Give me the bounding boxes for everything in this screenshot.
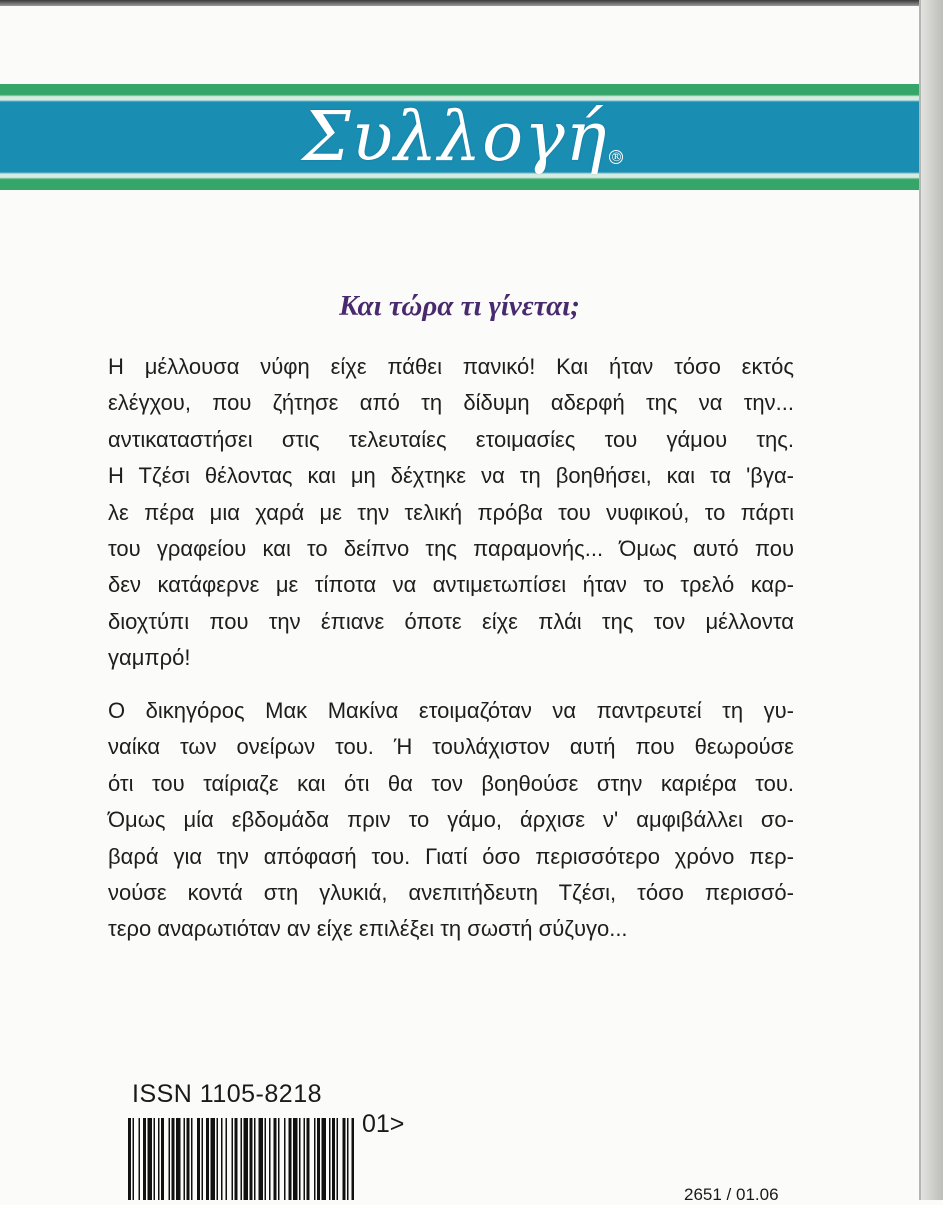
barcode-bar xyxy=(128,1118,131,1200)
barcode-bar xyxy=(169,1118,171,1200)
text-line: Η Τζέσι θέλοντας και μη δέχτηκε να τη βοηθήσει, και τα 'βγα- xyxy=(108,463,794,489)
barcode-bar xyxy=(265,1118,267,1200)
barcode-bar xyxy=(317,1118,320,1200)
text-line: λε πέρα μια χαρά με την τελική πρόβα του νυφικού, το πάρτι xyxy=(108,499,794,525)
barcode-bar xyxy=(244,1118,249,1200)
text-line: του γραφείου και το δείπνο της παραμονής... Όμως αυτό που xyxy=(108,536,794,562)
barcode-bar xyxy=(202,1118,204,1200)
text-line: Όμως μία εβδομάδα πριν το γάμο, άρχισε ν' αμφιβάλλει σο- xyxy=(108,807,794,833)
barcode-bar xyxy=(347,1118,349,1200)
text-line: ναίκα των ονείρων του. Ή τουλάχιστον αυτή που θεωρούσε xyxy=(108,734,794,760)
text-line: νούσε κοντά στη γλυκιά, ανεπιτήδευτη Τζέσι, τόσο περισσό- xyxy=(108,880,794,906)
barcode-bar xyxy=(314,1118,316,1200)
text-line: δεν κατάφερνε με τίποτα να αντιμετωπίσει ήταν το τρελό καρ- xyxy=(108,572,794,598)
barcode-bar xyxy=(307,1118,310,1200)
barcode-bar xyxy=(329,1118,331,1200)
barcode-bar xyxy=(154,1118,156,1200)
barcode-addon-number: 01> xyxy=(362,1110,405,1138)
barcode-bar xyxy=(191,1118,193,1200)
barcode-bar xyxy=(278,1118,280,1200)
barcode-bar xyxy=(254,1118,256,1200)
text-line: ελέγχου, που ζήτησε από τη δίδυμη αδερφή της να την... xyxy=(108,390,794,416)
barcode-bar xyxy=(343,1118,346,1200)
barcode-bar xyxy=(322,1118,327,1200)
barcode-bar xyxy=(299,1118,301,1200)
scan-top-edge xyxy=(0,0,943,6)
barcode-bar xyxy=(235,1118,238,1200)
text-line: γαμπρό! xyxy=(108,645,191,671)
barcode-bar xyxy=(221,1118,223,1200)
brand-logo xyxy=(302,90,624,185)
text-line: βαρά για την απόφασή του. Γιατί όσο περισσότερο χρόνο περ- xyxy=(108,843,794,869)
book-spine-edge xyxy=(919,0,943,1200)
barcode-bar xyxy=(269,1118,271,1200)
barcode-bar xyxy=(274,1118,277,1200)
barcode-bar xyxy=(197,1118,200,1200)
barcode-bar xyxy=(293,1118,298,1200)
text-line: Ο δικηγόρος Μακ Μακίνα ετοιμαζόταν να παντρευτεί τη γυ- xyxy=(108,698,794,723)
barcode-bar xyxy=(352,1118,355,1200)
barcode-bar xyxy=(184,1118,186,1200)
text-line: Η μέλλουσα νύφη είχε πάθει πανικό! Και ήταν τόσο εκτός xyxy=(108,354,794,379)
product-code: 2651 / 01.06 xyxy=(684,1185,779,1204)
barcode-bar xyxy=(206,1118,209,1200)
brand-logo-text: Συλλογή xyxy=(302,98,608,177)
registered-mark: ® xyxy=(610,149,624,164)
barcode-bar xyxy=(289,1118,292,1200)
text-line: τερο αναρωτιόταν αν είχε επιλέξει τη σωστή σύζυγο... xyxy=(108,916,628,942)
barcode-bar xyxy=(284,1118,286,1200)
text-line: αντικαταστήσει στις τελευταίες ετοιμασίες του γάμου της. xyxy=(108,426,794,452)
barcode-bar xyxy=(337,1118,339,1200)
text-line: ότι του ταίριαζε και ότι θα τον βοηθούσε στην καριέρα του. xyxy=(108,770,794,796)
barcode-bar xyxy=(211,1118,216,1200)
blurb-heading: Και τώρα τι γίνεται; xyxy=(339,290,580,322)
barcode-bar xyxy=(259,1118,264,1200)
barcode-bar xyxy=(332,1118,335,1200)
barcode-bar xyxy=(217,1118,219,1200)
text-line: διοχτύπι που την έπιανε όποτε είχε πλάι της τον μέλλοντα xyxy=(108,608,794,634)
barcode-bar xyxy=(241,1118,243,1200)
barcode-bar xyxy=(139,1118,141,1200)
barcode-bar xyxy=(187,1118,190,1200)
blurb-paragraph-1 xyxy=(108,349,794,677)
barcode-bar xyxy=(232,1118,234,1200)
barcode-bar xyxy=(250,1118,253,1200)
issn-label: ISSN 1105-8218 xyxy=(132,1080,322,1108)
barcode-bar xyxy=(133,1118,135,1200)
barcode-bar xyxy=(226,1118,228,1200)
barcode-bar xyxy=(304,1118,306,1200)
barcode-bar xyxy=(176,1118,181,1200)
barcode-bar xyxy=(172,1118,175,1200)
blurb-paragraph-2 xyxy=(108,693,794,948)
barcode-image xyxy=(128,1118,354,1200)
barcode-bar xyxy=(158,1118,160,1200)
barcode-bar xyxy=(143,1118,146,1200)
barcode-bar xyxy=(148,1118,153,1200)
barcode-bar xyxy=(161,1118,164,1200)
